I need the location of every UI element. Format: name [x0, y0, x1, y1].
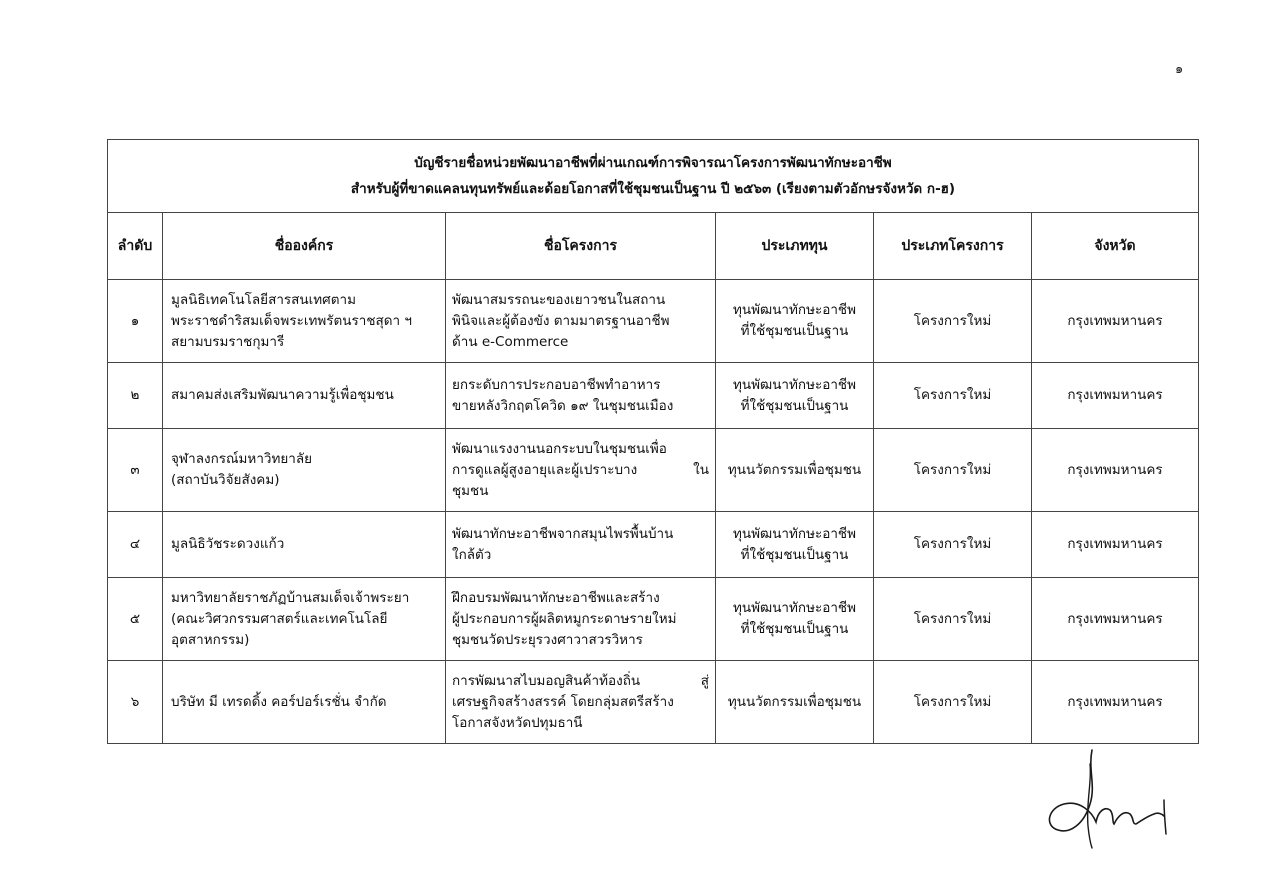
- table-row: [108, 578, 1199, 661]
- row-no: ๒: [108, 363, 163, 429]
- row-org: [163, 363, 446, 429]
- org-line: พระราชดำริสมเด็จพระเทพรัตนราชสุดา ฯ: [171, 312, 412, 329]
- row-project: [446, 661, 716, 744]
- row-type: โครงการใหม่: [874, 661, 1032, 744]
- row-type: โครงการใหม่: [874, 578, 1032, 661]
- fund-line: ทุนพัฒนาทักษะอาชีพ: [732, 525, 856, 542]
- row-project: [446, 578, 716, 661]
- org-line: มหาวิทยาลัยราชภัฏบ้านสมเด็จเจ้าพระยา: [171, 589, 410, 606]
- project-segment: การพัฒนาสไบมอญสินค้าท้องถิ่น: [452, 672, 641, 689]
- row-fund: [716, 661, 874, 744]
- project-line: ผู้ประกอบการผู้ผลิตหมูกระดาษรายใหม่: [452, 610, 677, 627]
- header-project: ชื่อโครงการ: [446, 213, 716, 280]
- row-no: ๖: [108, 661, 163, 744]
- project-line: ฝึกอบรมพัฒนาทักษะอาชีพและสร้าง: [452, 589, 660, 606]
- row-province: กรุงเทพมหานคร: [1032, 363, 1199, 429]
- table-row: [108, 280, 1199, 363]
- row-type: โครงการใหม่: [874, 512, 1032, 578]
- row-project: [446, 280, 716, 363]
- table-row: [108, 512, 1199, 578]
- project-line: พัฒนาแรงงานนอกระบบในชุมชนเพื่อ: [452, 440, 667, 457]
- row-province: กรุงเทพมหานคร: [1032, 280, 1199, 363]
- row-fund: [716, 429, 874, 512]
- org-line: สยามบรมราชกุมารี: [171, 333, 285, 350]
- page-number: ๑: [1175, 62, 1184, 77]
- fund-line: ที่ใช้ชุมชนเป็นฐาน: [740, 397, 849, 414]
- fund-line: ทุนพัฒนาทักษะอาชีพ: [732, 600, 856, 616]
- row-project: [446, 363, 716, 429]
- org-line: มูลนิธิเทคโนโลยีสารสนเทศตาม: [171, 291, 356, 308]
- project-line: ใกล้ตัว: [452, 546, 492, 563]
- project-line-spread: [452, 460, 709, 481]
- row-province: กรุงเทพมหานคร: [1032, 578, 1199, 661]
- org-line: (คณะวิศวกรรมศาสตร์และเทคโนโลยี: [171, 610, 388, 627]
- project-line: โอกาสจังหวัดปทุมธานี: [452, 714, 583, 731]
- header-fund: ประเภททุน: [716, 213, 874, 280]
- row-province: กรุงเทพมหานคร: [1032, 429, 1199, 512]
- project-line-spread: [452, 671, 709, 692]
- row-fund: [716, 363, 874, 429]
- project-line: พัฒนาทักษะอาชีพจากสมุนไพรพื้นบ้าน: [452, 525, 674, 542]
- project-segment: การดูแลผู้สูงอายุและผู้เปราะบาง: [452, 461, 638, 478]
- header-no: ลำดับ: [108, 213, 163, 280]
- row-fund: [716, 280, 874, 363]
- org-line: จุฬาลงกรณ์มหาวิทยาลัย: [171, 451, 313, 467]
- header-org: ชื่อองค์กร: [163, 213, 446, 280]
- table-title: [108, 140, 1199, 213]
- row-no: ๕: [108, 578, 163, 661]
- row-project: [446, 429, 716, 512]
- project-segment: ใน: [693, 461, 709, 478]
- fund-line: ทุนนวัตกรรมเพื่อชุมชน: [727, 461, 862, 478]
- row-org: [163, 661, 446, 744]
- signature: [1030, 742, 1180, 852]
- fund-line: ที่ใช้ชุมชนเป็นฐาน: [740, 621, 849, 637]
- title-line-1: บัญชีรายชื่อหน่วยพัฒนาอาชีพที่ผ่านเกณฑ์การพิจารณาโครงการพัฒนาทักษะอาชีพ: [414, 155, 892, 171]
- project-line: พินิจและผู้ต้องขัง ตามมาตรฐานอาชีพ: [452, 312, 670, 329]
- table-title-row: [108, 140, 1199, 213]
- row-no: ๓: [108, 429, 163, 512]
- project-line: ชุมชน: [452, 482, 489, 499]
- header-type: ประเภทโครงการ: [874, 213, 1032, 280]
- row-org: [163, 578, 446, 661]
- row-type: โครงการใหม่: [874, 363, 1032, 429]
- row-no: ๑: [108, 280, 163, 363]
- fund-line: ทุนพัฒนาทักษะอาชีพ: [732, 376, 856, 393]
- row-org: [163, 280, 446, 363]
- table-row: [108, 661, 1199, 744]
- row-type: โครงการใหม่: [874, 280, 1032, 363]
- org-line: อุตสาหกรรม): [171, 631, 250, 648]
- fund-line: ทุนนวัตกรรมเพื่อชุมชน: [727, 693, 862, 710]
- row-org: [163, 512, 446, 578]
- org-line: มูลนิธิวัชระดวงแก้ว: [171, 536, 285, 552]
- row-type: โครงการใหม่: [874, 429, 1032, 512]
- table-row: [108, 429, 1199, 512]
- header-province: จังหวัด: [1032, 213, 1199, 280]
- fund-line: ที่ใช้ชุมชนเป็นฐาน: [740, 323, 849, 339]
- row-org: [163, 429, 446, 512]
- row-province: กรุงเทพมหานคร: [1032, 661, 1199, 744]
- project-segment: สู่: [700, 672, 709, 689]
- project-line: ยกระดับการประกอบอาชีพทำอาหาร: [452, 376, 661, 393]
- project-line: ด้าน e-Commerce: [452, 333, 569, 350]
- row-no: ๔: [108, 512, 163, 578]
- row-project: [446, 512, 716, 578]
- org-line: สมาคมส่งเสริมพัฒนาความรู้เพื่อชุมชน: [171, 387, 394, 403]
- project-line: เศรษฐกิจสร้างสรรค์ โดยกลุ่มสตรีสร้าง: [452, 693, 674, 710]
- org-line: บริษัท มี เทรดดิ้ง คอร์ปอร์เรชั่น จำกัด: [171, 693, 387, 710]
- org-line: (สถาบันวิจัยสังคม): [171, 472, 280, 488]
- header-row: [108, 213, 1199, 280]
- organization-table: [107, 139, 1199, 744]
- project-line: พัฒนาสมรรถนะของเยาวชนในสถาน: [452, 291, 666, 308]
- project-line: ชุมชนวัดประยุรวงศาวาสวรวิหาร: [452, 631, 643, 648]
- project-line: ขายหลังวิกฤตโควิด ๑๙ ในชุมชนเมือง: [452, 397, 674, 414]
- row-fund: [716, 578, 874, 661]
- table-row: [108, 363, 1199, 429]
- fund-line: ทุนพัฒนาทักษะอาชีพ: [732, 302, 856, 318]
- row-province: กรุงเทพมหานคร: [1032, 512, 1199, 578]
- row-fund: [716, 512, 874, 578]
- title-line-2: สำหรับผู้ที่ขาดแคลนทุนทรัพย์และด้อยโอกาสที่ใช้ชุมชนเป็นฐาน ปี ๒๕๖๓ (เรียงตามตัวอักษรจังหวัด ก-ฮ): [350, 181, 956, 197]
- fund-line: ที่ใช้ชุมชนเป็นฐาน: [740, 546, 849, 563]
